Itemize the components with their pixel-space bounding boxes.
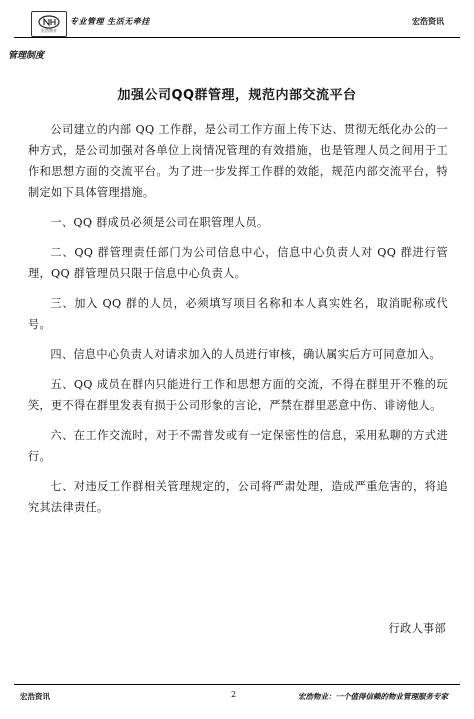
rule-item-6: 六、在工作交流时，对于不需普发或有一定保密性的信息，采用私聊的方式进行。 bbox=[28, 429, 448, 463]
intro-paragraph: 公司建立的内部 QQ 工作群，是公司工作方面上传下达、贯彻无纸化办公的一种方式，是公司加强对各单位上岗情况管理的有效措施，也是管理人员之间用于工作和思想方面的交流平台。为了进一步发挥工作群的效能，规范内部交流平台，特制定如下具体管理措施。 bbox=[28, 123, 448, 199]
document-body bbox=[28, 119, 448, 527]
rule-item-4: 四、信息中心负责人对请求加入的人员进行审核，确认属实后方可同意加入。 bbox=[50, 348, 441, 361]
company-logo bbox=[31, 11, 67, 37]
footer-brand: 宏浩资讯 bbox=[20, 692, 50, 701]
issuer-signature: 行政人事部 bbox=[388, 622, 446, 635]
logo-text: 宏浩物业 bbox=[41, 28, 57, 33]
header-divider bbox=[14, 37, 460, 38]
rule-item-5: 五、QQ 成员在群内只能进行工作和思想方面的交流，不得在群里开不雅的玩笑，更不得在群里发表有损于公司形象的言论，严禁在群里恶意中伤、诽谤他人。 bbox=[28, 378, 448, 412]
header-brand: 宏浩资讯 bbox=[412, 17, 444, 26]
rule-item-1: 一、QQ 群成员必须是公司在职管理人员。 bbox=[50, 216, 269, 229]
rule-item-2: 二、QQ 群管理责任部门为公司信息中心，信息中心负责人对 QQ 群进行管理，QQ 群管理员只限于信息中心负责人。 bbox=[28, 246, 448, 280]
document-title: 加强公司QQ群管理，规范内部交流平台 bbox=[117, 88, 357, 103]
rule-item-7: 七、对违反工作群相关管理规定的，公司将严肃处理，造成严重危害的，将追究其法律责任。 bbox=[28, 480, 448, 514]
header-slogan: 专业管理 生活无牵挂 bbox=[70, 17, 150, 26]
footer-tagline: 宏浩物业：一个值得信赖的物业管理服务专家 bbox=[298, 692, 448, 701]
logo-mark-icon bbox=[38, 15, 60, 29]
page-header bbox=[0, 0, 474, 44]
rule-item-3: 三、加入 QQ 群的人员，必须填写项目名称和本人真实姓名，取消昵称或代号。 bbox=[28, 297, 448, 331]
footer-divider bbox=[14, 684, 460, 685]
page-number: 2 bbox=[231, 690, 237, 699]
section-label: 管理制度 bbox=[8, 51, 45, 61]
